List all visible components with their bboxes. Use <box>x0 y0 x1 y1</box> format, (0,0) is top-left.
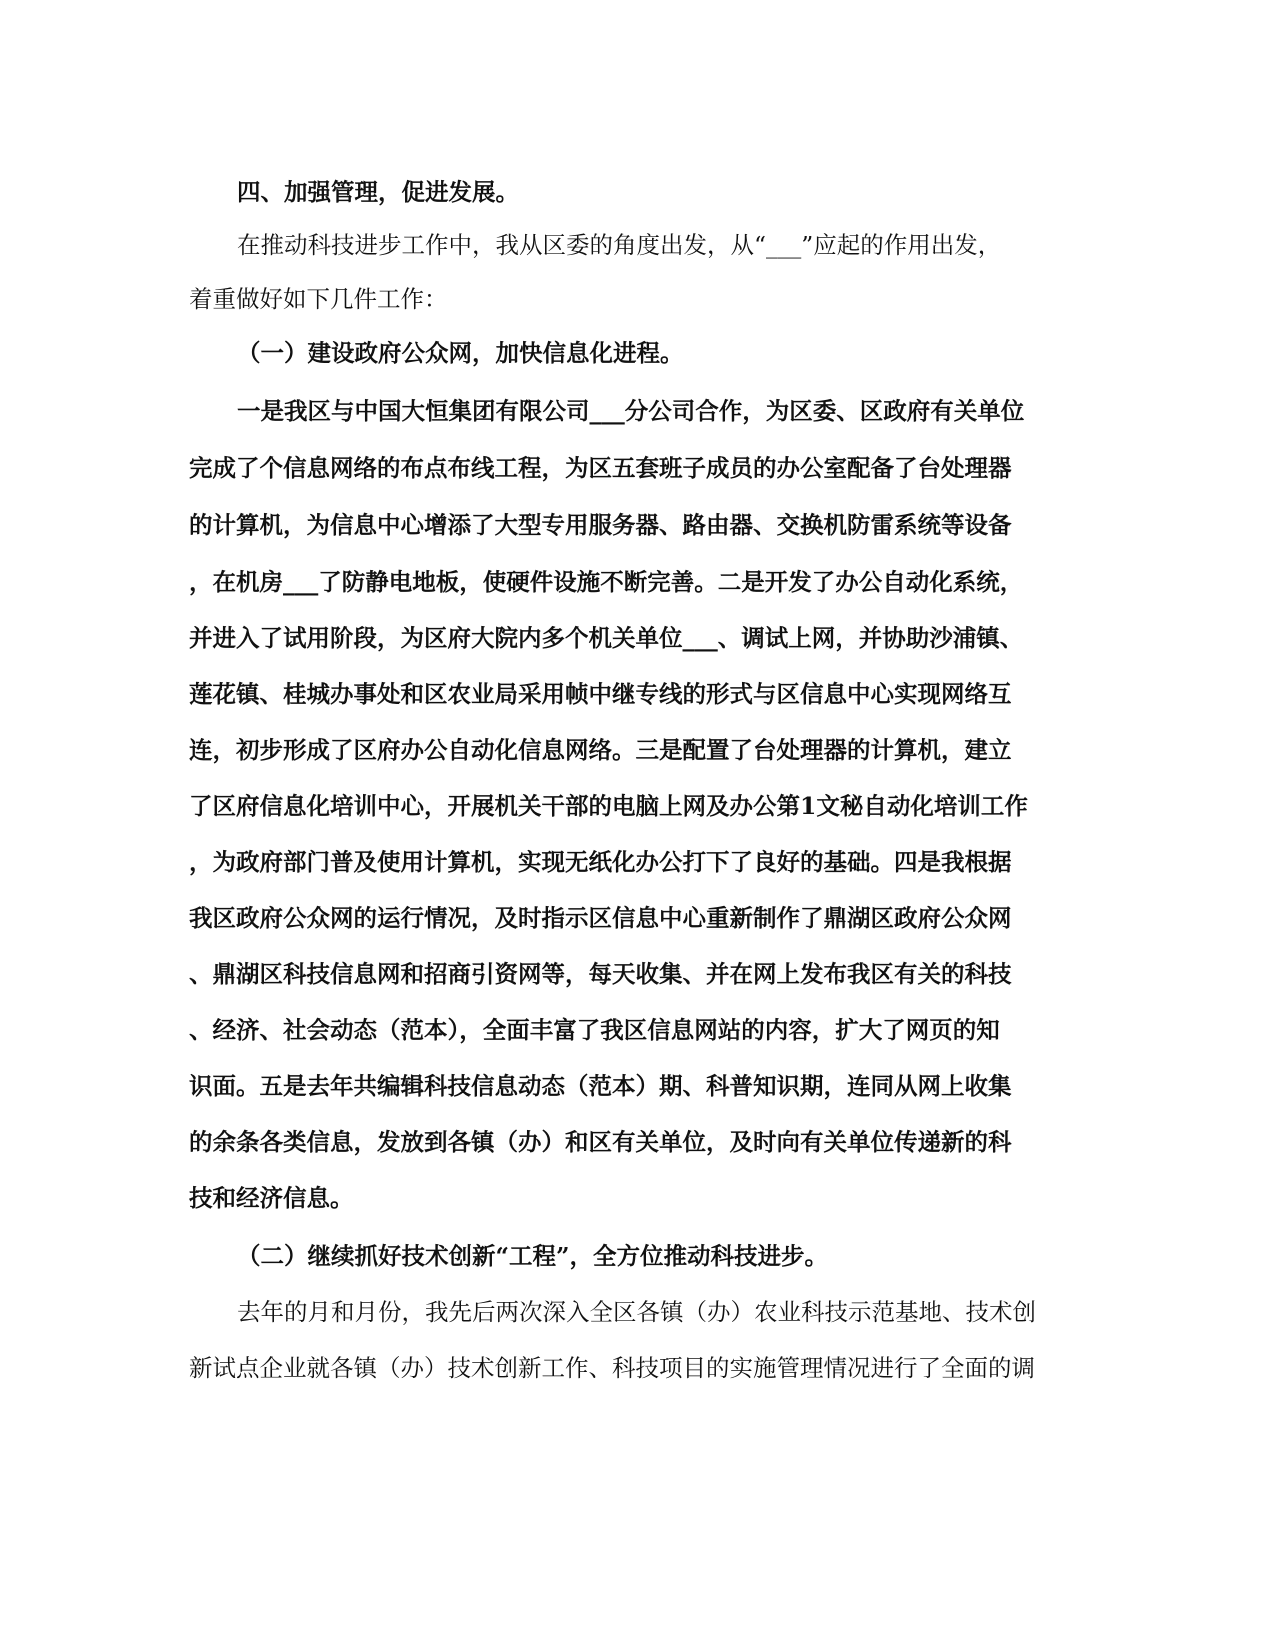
body1-line: 识面。五是去年共编辑科技信息动态（范本）期、科普知识期，连同从网上收集 <box>189 1072 1012 1100</box>
body1-line: 我区政府公众网的运行情况，及时指示区信息中心重新制作了鼎湖区政府公众网 <box>189 904 1012 932</box>
body1-line: 一是我区与中国大恒集团有限公司___分公司合作，为区委、区政府有关单位 <box>237 397 1025 425</box>
body1-line: 、经济、社会动态（范本），全面丰富了我区信息网站的内容，扩大了网页的知 <box>189 1016 1000 1044</box>
body1-line: 的计算机，为信息中心增添了大型专用服务器、路由器、交换机防雷系统等设备 <box>189 511 1012 539</box>
body1-line: 的余条各类信息，发放到各镇（办）和区有关单位，及时向有关单位传递新的科 <box>189 1128 1012 1156</box>
body1-line: 并进入了试用阶段，为区府大院内多个机关单位___、调试上网，并协助沙浦镇、 <box>189 624 1024 652</box>
section-heading: 四、加强管理，促进发展。 <box>237 178 519 206</box>
body2-line: 去年的月和月份，我先后两次深入全区各镇（办）农业科技示范基地、技术创 <box>237 1298 1036 1326</box>
intro-line: 着重做好如下几件工作： <box>189 285 448 313</box>
body1-line: 技和经济信息。 <box>189 1184 354 1212</box>
body2-line: 新试点企业就各镇（办）技术创新工作、科技项目的实施管理情况进行了全面的调 <box>189 1354 1035 1382</box>
body1-line: 、鼎湖区科技信息网和招商引资网等，每天收集、并在网上发布我区有关的科技 <box>189 960 1012 988</box>
body1-line: 了区府信息化培训中心，开展机关干部的电脑上网及办公第1文秘自动化培训工作 <box>189 792 1028 820</box>
subheading-2: （二）继续抓好技术创新“工程”，全方位推动科技进步。 <box>237 1242 829 1270</box>
body1-line: ，在机房___了防静电地板，使硬件设施不断完善。二是开发了办公自动化系统， <box>189 568 1024 596</box>
body1-line: 完成了个信息网络的布点布线工程，为区五套班子成员的办公室配备了台处理器 <box>189 454 1012 482</box>
body1-line: 连，初步形成了区府办公自动化信息网络。三是配置了台处理器的计算机，建立 <box>189 736 1012 764</box>
body1-line: 莲花镇、桂城办事处和区农业局采用帧中继专线的形式与区信息中心实现网络互 <box>189 680 1012 708</box>
body1-line: ，为政府部门普及使用计算机，实现无纸化办公打下了良好的基础。四是我根据 <box>189 848 1012 876</box>
subheading-1: （一）建设政府公众网，加快信息化进程。 <box>237 339 684 367</box>
intro-line: 在推动科技进步工作中，我从区委的角度出发，从“___”应起的作用出发， <box>237 231 1002 259</box>
